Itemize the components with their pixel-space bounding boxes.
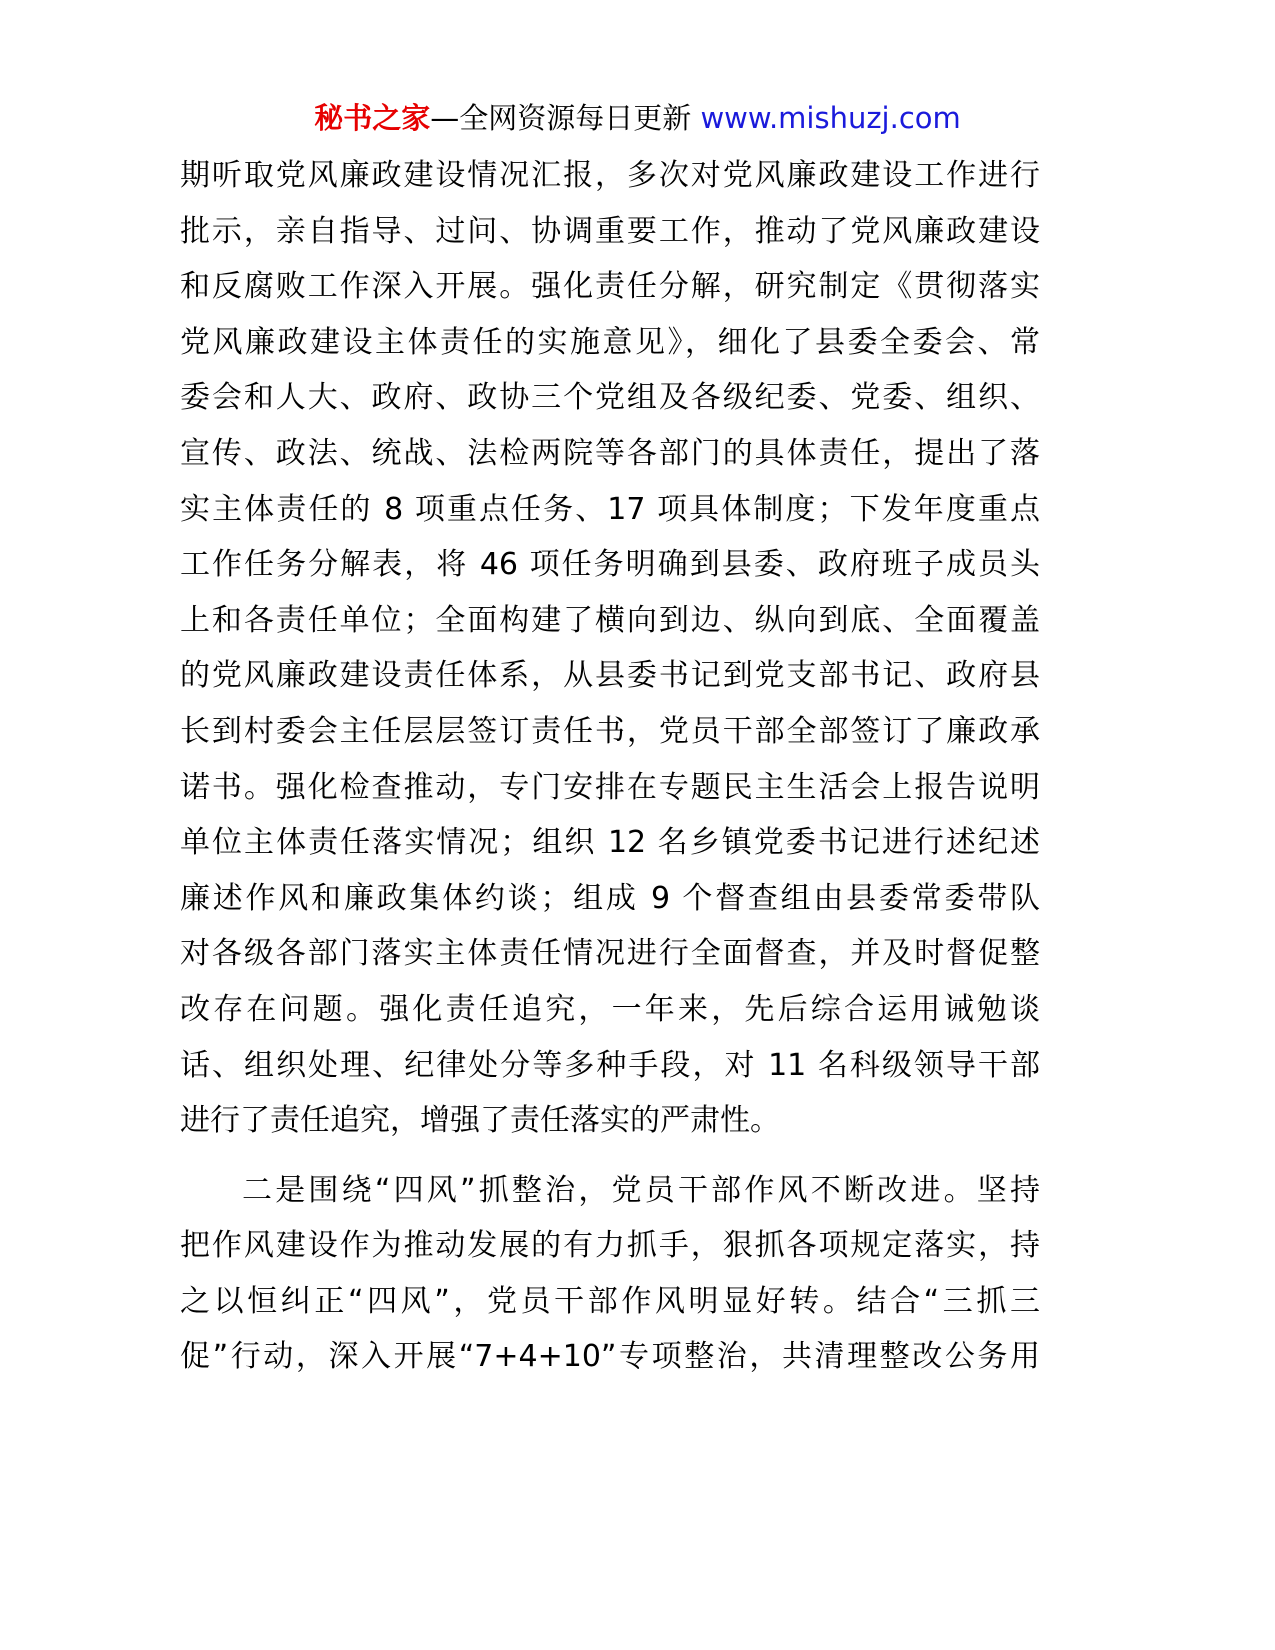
- brand-name: 秘书之家: [314, 101, 431, 135]
- text-line: 之以恒纠正“四风”，党员干部作风明显好转。结合“三抓三: [180, 1283, 1040, 1319]
- text-line: 单位主体责任落实情况；组织 12 名乡镇党委书记进行述纪述: [180, 825, 1040, 861]
- text-line: 把作风建设作为推动发展的有力抓手，狠抓各项规定落实，持: [180, 1228, 1040, 1264]
- text-line: 实主体责任的 8 项重点任务、17 项具体制度；下发年度重点: [180, 491, 1040, 527]
- text-line: 促”行动，深入开展“7+4+10”专项整治，共清理整改公务用: [180, 1339, 1040, 1375]
- text-line: 党风廉政建设主体责任的实施意见》，细化了县委全委会、常: [180, 324, 1040, 360]
- text-line: 对各级各部门落实主体责任情况进行全面督查，并及时督促整: [180, 936, 1040, 972]
- text-line: 的党风廉政建设责任体系，从县委书记到党支部书记、政府县: [180, 658, 1040, 694]
- text-line: 廉述作风和廉政集体约谈；组成 9 个督查组由县委常委带队: [180, 880, 1040, 916]
- paragraph-spacer: [180, 1149, 1040, 1163]
- text-line: 宣传、政法、统战、法检两院等各部门的具体责任，提出了落: [180, 435, 1040, 471]
- page-header: [0, 98, 1275, 138]
- text-line: 期听取党风廉政建设情况汇报，多次对党风廉政建设工作进行: [180, 158, 1040, 193]
- header-tagline: —全网资源每日更新: [430, 101, 692, 135]
- text-line: 和反腐败工作深入开展。强化责任分解，研究制定《贯彻落实: [180, 269, 1040, 305]
- text-line: 上和各责任单位；全面构建了横向到边、纵向到底、全面覆盖: [180, 602, 1040, 638]
- text-line: 话、组织处理、纪律处分等多种手段，对 11 名科级领导干部: [180, 1047, 1040, 1083]
- text-line: 诺书。强化检查推动，专门安排在专题民主生活会上报告说明: [180, 769, 1040, 805]
- paragraph-2: [180, 1163, 1040, 1385]
- paragraph-1: [180, 148, 1040, 1149]
- text-line: 进行了责任追究，增强了责任落实的严肃性。: [180, 1103, 780, 1139]
- text-line: 长到村委会主任层层签订责任书，党员干部全部签订了廉政承: [180, 713, 1040, 749]
- text-line: 工作任务分解表，将 46 项任务明确到县委、政府班子成员头: [180, 547, 1040, 583]
- text-line: 二是围绕“四风”抓整治，党员干部作风不断改进。坚持: [242, 1172, 1040, 1208]
- site-url-link[interactable]: www.mishuzj.com: [700, 101, 961, 135]
- text-line: 委会和人大、政府、政协三个党组及各级纪委、党委、组织、: [180, 380, 1040, 416]
- document-body: [180, 148, 1040, 1385]
- text-line: 改存在问题。强化责任追究，一年来，先后综合运用诫勉谈: [180, 991, 1040, 1027]
- text-line: 批示，亲自指导、过问、协调重要工作，推动了党风廉政建设: [180, 213, 1040, 249]
